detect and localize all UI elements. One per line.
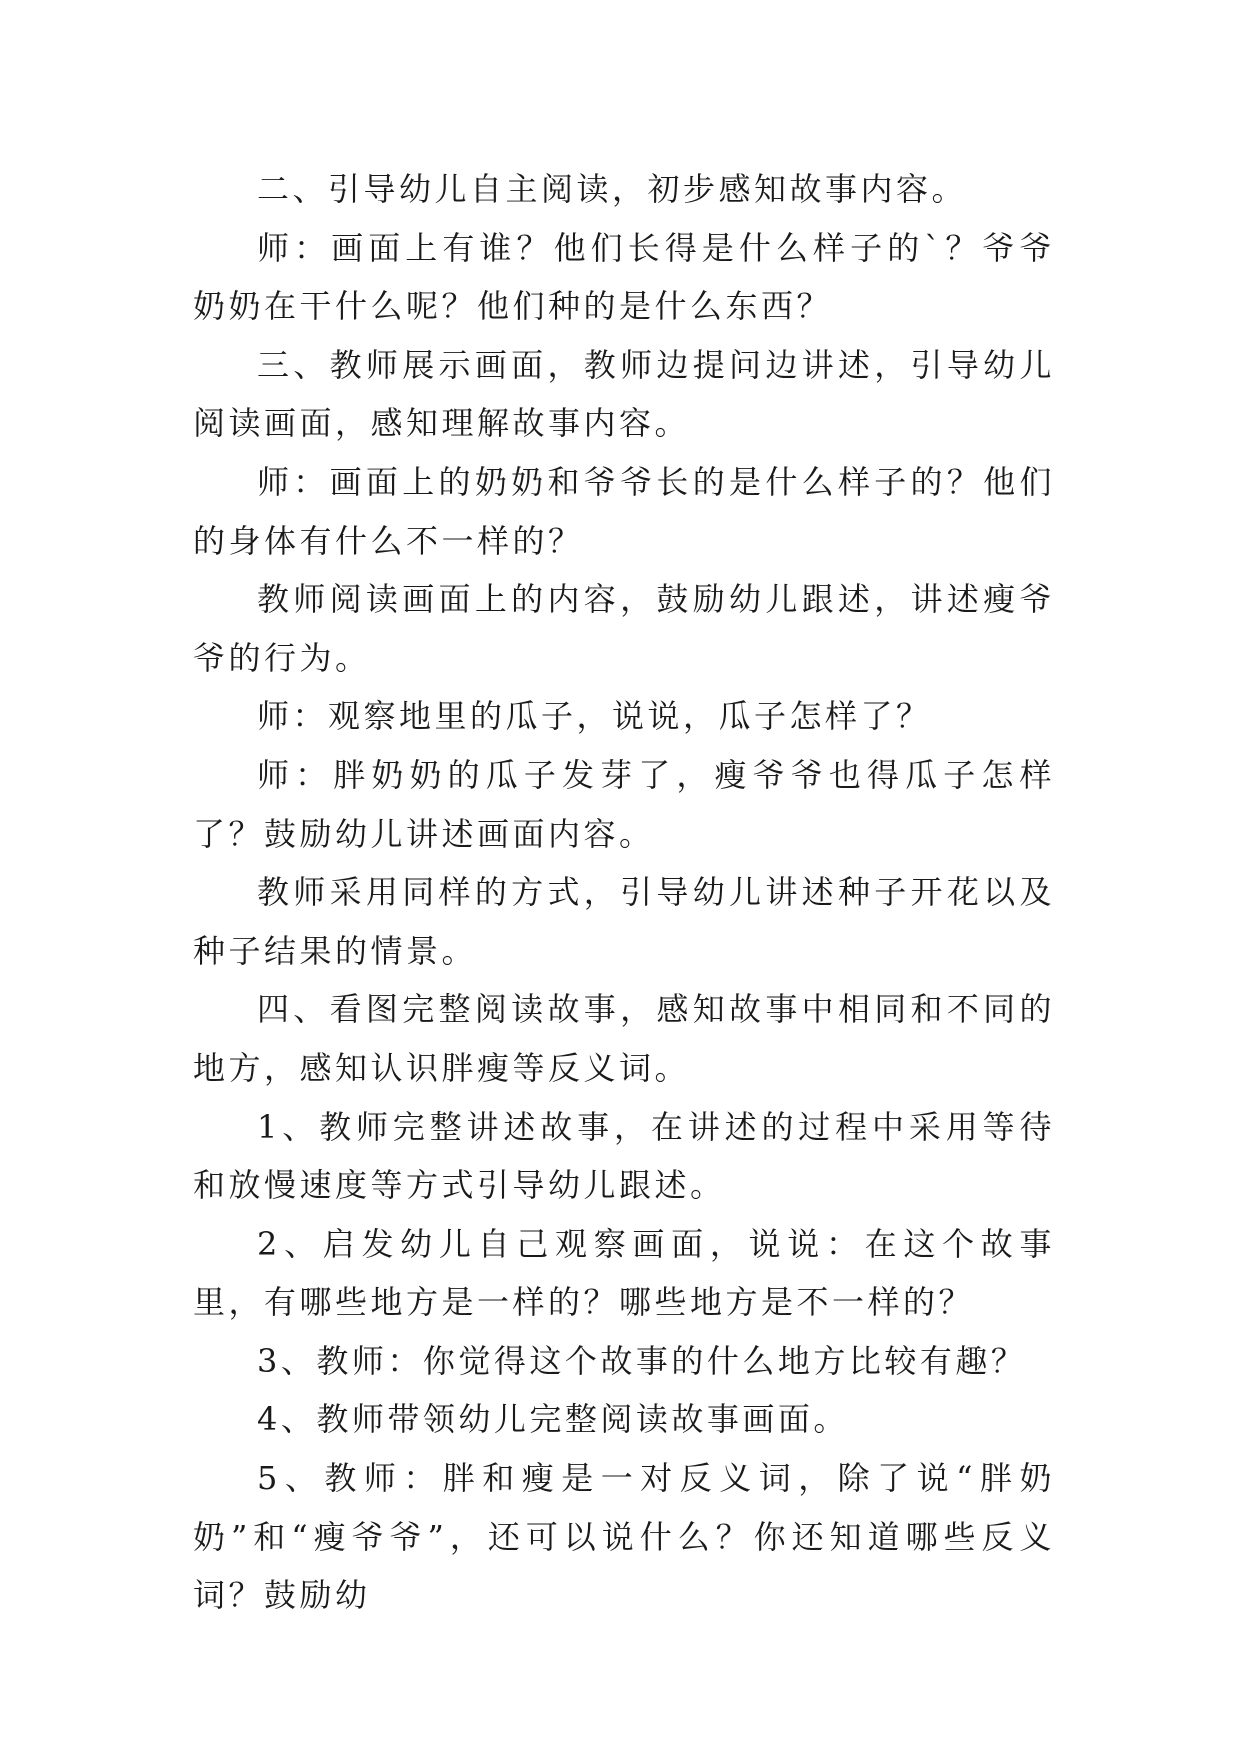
paragraph-section-4-heading: 四、看图完整阅读故事，感知故事中相同和不同的地方，感知认识胖瘦等反义词。 xyxy=(193,990,1055,1087)
paragraph-step-3: 3、教师：你觉得这个故事的什么地方比较有趣？ xyxy=(257,1341,1027,1380)
paragraph-step-1: 1、教师完整讲述故事，在讲述的过程中采用等待和放慢速度等方式引导幼儿跟述。 xyxy=(193,1107,1055,1205)
paragraph-teacher-reading: 教师阅读画面上的内容，鼓励幼儿跟述，讲述瘦爷爷的行为。 xyxy=(193,580,1055,677)
paragraph-step-5: 5、教师：胖和瘦是一对反义词，除了说“胖奶奶”和“瘦爷爷”，还可以说什么？你还知道哪些反义词？鼓励幼 xyxy=(193,1459,1055,1615)
paragraph-section-2-heading: 二、引导幼儿自主阅读，初步感知故事内容。 xyxy=(257,170,968,208)
paragraph-teacher-question-3: 师：观察地里的瓜子，说说，瓜子怎样了？ xyxy=(257,697,932,736)
document-body xyxy=(193,160,1055,1625)
paragraph-teacher-question-4: 师：胖奶奶的瓜子发芽了，瘦爷爷也得瓜子怎样了？鼓励幼儿讲述画面内容。 xyxy=(193,755,1055,853)
paragraph-step-2: 2、启发幼儿自己观察画面，说说：在这个故事里，有哪些地方是一样的？哪些地方是不一样的？ xyxy=(193,1224,1055,1322)
paragraph-step-4: 4、教师带领幼儿完整阅读故事画面。 xyxy=(257,1400,849,1439)
paragraph-teacher-question-2: 师：画面上的奶奶和爷爷长的是什么样子的？他们的身体有什么不一样的？ xyxy=(193,462,1055,560)
paragraph-teacher-question-1: 师：画面上有谁？他们长得是什么样子的`？爷爷奶奶在干什么呢？他们种的是什么东西？ xyxy=(193,228,1055,326)
paragraph-teacher-method: 教师采用同样的方式，引导幼儿讲述种子开花以及种子结果的情景。 xyxy=(193,873,1055,970)
paragraph-section-3-heading: 三、教师展示画面，教师边提问边讲述，引导幼儿阅读画面，感知理解故事内容。 xyxy=(193,345,1055,443)
